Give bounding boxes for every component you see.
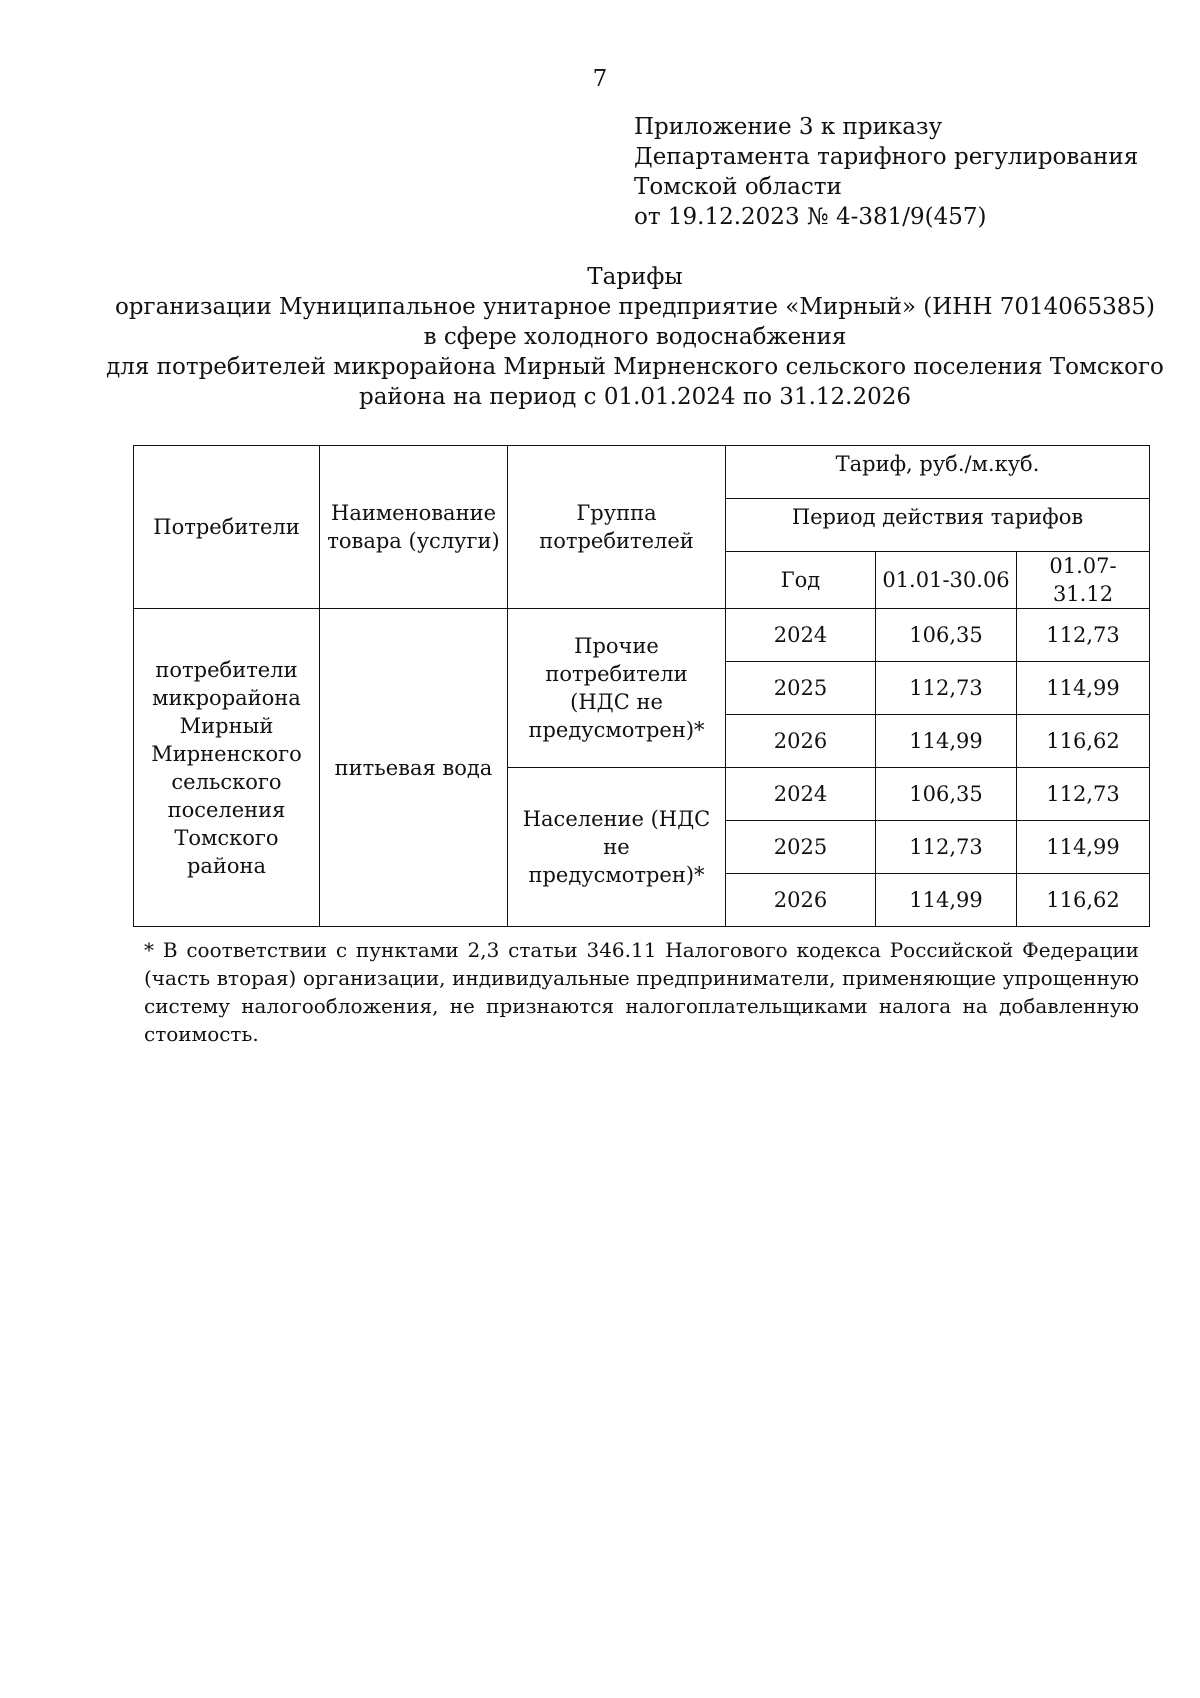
tariff-h2-cell: 112,73: [1017, 609, 1150, 662]
year-cell: 2026: [726, 874, 876, 927]
header-year: Год: [726, 552, 876, 609]
group-cell: Прочие потребители (НДС не предусмотрен)*: [508, 609, 726, 768]
appendix-line: от 19.12.2023 № 4-381/9(457): [634, 204, 987, 230]
group-cell: Население (НДС не предусмотрен)*: [508, 768, 726, 927]
appendix-line: Департамента тарифного регулирования: [634, 144, 1139, 170]
appendix-line: Томской области: [634, 174, 842, 200]
footnote: * В соответствии с пунктами 2,3 статьи 346.11 Налогового кодекса Российской Федерации (часть вторая) организации, индивидуальные предприниматели, применяющие упрощенную систему налогообложения, не признаются налогоплательщиками налога на добавленную стоимость.: [144, 938, 1139, 1046]
tariff-h1-cell: 114,99: [876, 874, 1017, 927]
header-period: Период действия тарифов: [726, 499, 1150, 552]
tariff-h1-cell: 112,73: [876, 821, 1017, 874]
tariff-table: [133, 445, 1150, 927]
tariff-h1-cell: 106,35: [876, 609, 1017, 662]
header-service: Наименование товара (услуги): [320, 446, 508, 609]
tariff-h2-cell: 116,62: [1017, 874, 1150, 927]
tariff-h1-cell: 112,73: [876, 662, 1017, 715]
header-group: Группа потребителей: [508, 446, 726, 609]
title-line: Тарифы: [587, 264, 683, 290]
title-line: в сфере холодного водоснабжения: [423, 324, 847, 350]
appendix-reference: [634, 112, 1138, 232]
year-cell: 2024: [726, 609, 876, 662]
service-cell: питьевая вода: [320, 609, 508, 927]
header-half2: 01.07-31.12: [1017, 552, 1150, 609]
year-cell: 2024: [726, 768, 876, 821]
tariff-h1-cell: 114,99: [876, 715, 1017, 768]
title-line: для потребителей микрорайона Мирный Мирненского сельского поселения Томского: [106, 354, 1164, 380]
year-cell: 2025: [726, 662, 876, 715]
tariff-h2-cell: 114,99: [1017, 662, 1150, 715]
year-cell: 2025: [726, 821, 876, 874]
title-line: организации Муниципальное унитарное предприятие «Мирный» (ИНН 7014065385): [114, 294, 1156, 320]
tariff-h2-cell: 116,62: [1017, 715, 1150, 768]
document-title: [100, 262, 1170, 412]
header-consumers: Потребители: [134, 446, 320, 609]
appendix-line: Приложение 3 к приказу: [634, 114, 943, 140]
tariff-h1-cell: 106,35: [876, 768, 1017, 821]
table-row: [134, 609, 1150, 662]
tariff-h2-cell: 112,73: [1017, 768, 1150, 821]
header-half1: 01.01-30.06: [876, 552, 1017, 609]
title-line: района на период с 01.01.2024 по 31.12.2026: [359, 384, 911, 410]
header-tariff: Тариф, руб./м.куб.: [726, 446, 1150, 499]
page-number: 7: [592, 66, 608, 92]
consumers-cell: потребители микрорайона Мирный Мирненского сельского поселения Томского района: [134, 609, 320, 927]
year-cell: 2026: [726, 715, 876, 768]
tariff-h2-cell: 114,99: [1017, 821, 1150, 874]
